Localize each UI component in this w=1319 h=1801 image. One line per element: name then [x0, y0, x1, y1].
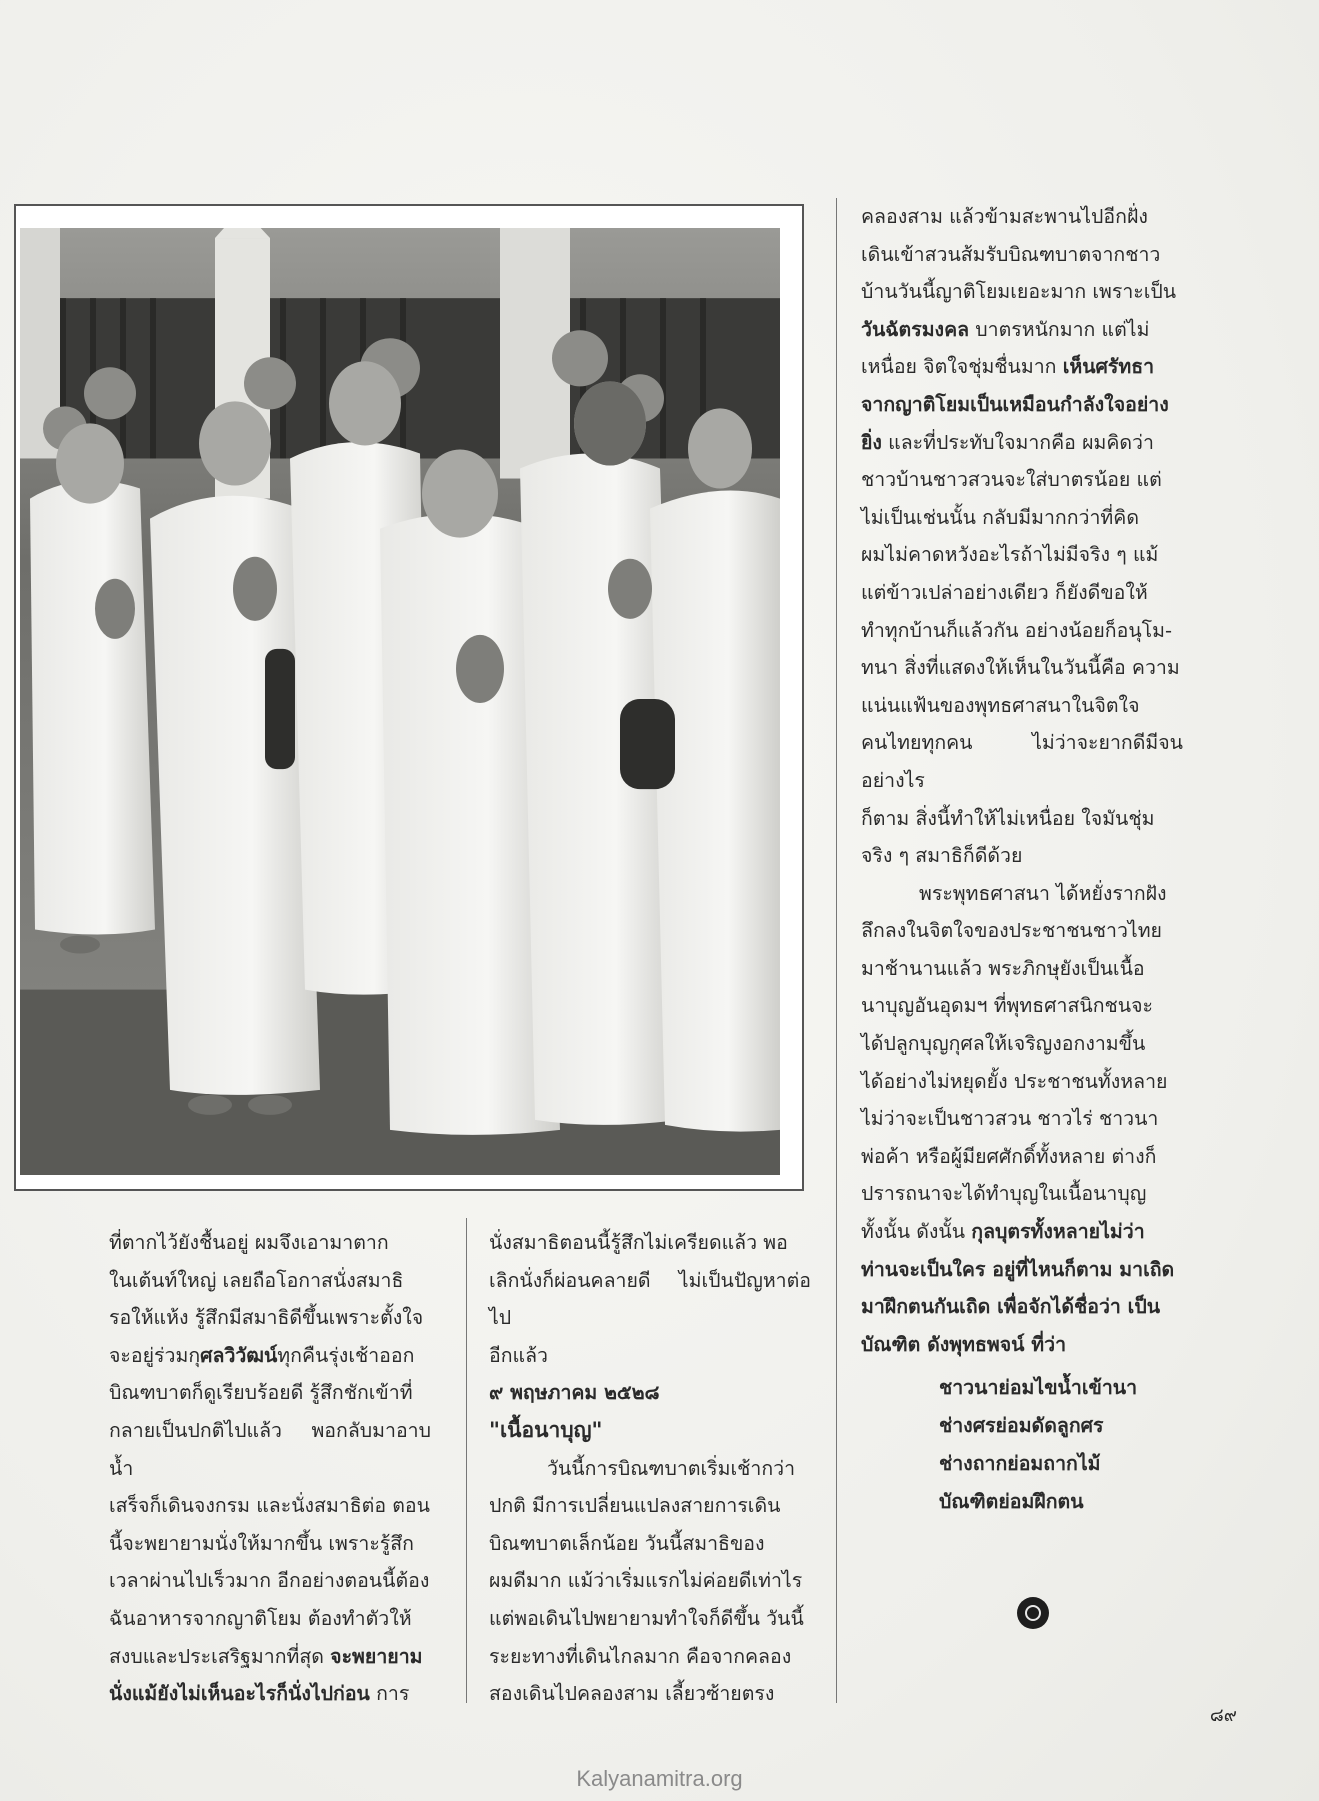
text-line: พระพุทธศาสนา ได้หยั่งรากฝัง — [919, 881, 1167, 905]
text-line — [861, 1288, 1183, 1326]
text-line: ทำทุกบ้านก็แล้วกัน อย่างน้อยก็อนุโม- — [861, 618, 1173, 642]
text-line — [861, 1251, 1183, 1289]
verse-line: ชาวนาย่อมไขน้ำเข้านา — [939, 1376, 1138, 1400]
bold-phrase: จากญาติโยมเป็นเหมือนกำลังใจอย่าง — [861, 392, 1169, 416]
text-line: ได้ปลูกบุญกุศลให้เจริญงอกงามขึ้น — [861, 1032, 1146, 1056]
text-line — [861, 386, 1183, 424]
bold-phrase: กุลบุตรทั้งหลายไม่ว่า — [971, 1220, 1145, 1244]
end-mark-icon — [1017, 1597, 1049, 1629]
text-line: มาช้านานแล้ว พระภิกษุยังเป็นเนื้อ — [861, 956, 1145, 980]
text-line: ระยะทางที่เดินไกลมาก คือจากคลอง — [489, 1644, 792, 1668]
bold-phrase: ท่านจะเป็นใคร อยู่ที่ไหนก็ตาม มาเถิด — [861, 1257, 1175, 1281]
text-line: เดินเข้าสวนส้มรับบิณฑบาตจากชาว — [861, 242, 1161, 266]
text-line: ทนา สิ่งที่แสดงให้เห็นในวันนี้คือ ความ — [861, 656, 1180, 680]
text-line: ผมดีมาก แม้ว่าเริ่มแรกไม่ค่อยดีเท่าไร — [489, 1569, 803, 1593]
text-line: ลึกลงในจิตใจของประชาชนชาวไทย — [861, 919, 1162, 943]
text-line — [861, 1326, 1183, 1364]
text-line: วันฉัตรมงคล บาตรหนักมาก แต่ไม่ — [861, 317, 1150, 341]
text-line: แต่พอเดินไปพยายามทำใจก็ดีขึ้น วันนี้ — [489, 1606, 804, 1630]
text-line: วันนี้การบิณฑบาตเริ่มเช้ากว่า — [547, 1456, 796, 1480]
text-line: ได้อย่างไม่หยุดยั้ง ประชาชนทั้งหลาย — [861, 1069, 1168, 1093]
middle-column — [489, 1224, 811, 1713]
text-line: ก็ตาม สิ่งนี้ทำให้ไม่เหนื่อย ใจมันชุ่ม — [861, 806, 1155, 830]
column-divider-left — [466, 1218, 467, 1703]
text-line: ในเต้นท์ใหญ่ เลยถือโอกาสนั่งสมาธิ — [109, 1268, 404, 1292]
text-line: เลิกนั่งก็ผ่อนคลายดี ไม่เป็นปัญหาต่อไป — [489, 1268, 811, 1330]
text-line: นาบุญอันอุดมฯ ที่พุทธศาสนิกชนจะ — [861, 994, 1153, 1018]
text-line: ผมไม่คาดหวังอะไรถ้าไม่มีจริง ๆ แม้ — [861, 543, 1159, 567]
text-line: จะอยู่ร่วมกุศลวิวัฒน์ทุกคืนรุ่งเช้าออก — [109, 1343, 415, 1367]
text-line: ปกติ มีการเปลี่ยนแปลงสายการเดิน — [489, 1494, 781, 1518]
monks-photo — [20, 228, 780, 1175]
text-line: ฉันอาหารจากญาติโยม ต้องทำตัวให้ — [109, 1606, 412, 1630]
text-line: บิณฑบาตเล็กน้อย วันนี้สมาธิของ — [489, 1531, 765, 1555]
text-line: รอให้แห้ง รู้สึกมีสมาธิดีขึ้นเพราะตั้งใจ — [109, 1306, 424, 1330]
page-number: ๘๙ — [1209, 1705, 1237, 1726]
text-line: เวลาผ่านไปเร็วมาก อีกอย่างตอนนี้ต้อง — [109, 1569, 430, 1593]
text-line: ไม่เป็นเช่นนั้น กลับมีมากกว่าที่คิด — [861, 505, 1139, 529]
column-divider-right — [836, 198, 837, 1703]
text-line: ที่ตากไว้ยังชื้นอยู่ ผมจึงเอามาตาก — [109, 1231, 389, 1254]
verse-line: ช่างถากย่อมถากไม้ — [939, 1452, 1101, 1476]
text-line: ทั้งนั้น ดังนั้น กุลบุตรทั้งหลายไม่ว่า — [861, 1220, 1145, 1244]
text-line: อีกแล้ว — [489, 1343, 548, 1367]
text-line: สองเดินไปคลองสาม เลี้ยวซ้ายตรง — [489, 1682, 775, 1706]
buddha-verse — [861, 1369, 1183, 1521]
footer-url[interactable]: Kalyanamitra.org — [576, 1766, 743, 1791]
bold-phrase: วันฉัตรมงคล — [861, 317, 970, 341]
text-line: นี้จะพยายามนั่งให้มากขึ้น เพราะรู้สึก — [109, 1531, 414, 1555]
bold-phrase: จะพยายาม — [330, 1644, 423, 1668]
text-line: พ่อค้า หรือผู้มียศศักดิ์ทั้งหลาย ต่างก็ — [861, 1144, 1157, 1168]
text-line: เหนื่อย จิตใจชุ่มชื่นมาก เห็นศรัทธา — [861, 355, 1155, 379]
verse-line: บัณฑิตย่อมฝึกตน — [939, 1490, 1084, 1514]
text-line: สงบและประเสริฐมากที่สุด จะพยายาม — [109, 1644, 423, 1668]
text-line: คลองสาม แล้วข้ามสะพานไปอีกฝั่ง — [861, 205, 1148, 228]
section-heading: "เนื้อนาบุญ" — [489, 1417, 603, 1442]
text-line: ชาวบ้านชาวสวนจะใส่บาตรน้อย แต่ — [861, 468, 1162, 492]
monks-photo-illustration — [20, 228, 780, 1175]
text-line: เสร็จก็เดินจงกรม และนั่งสมาธิต่อ ตอน — [109, 1494, 430, 1518]
text-line: คนไทยทุกคน ไม่ว่าจะยากดีมีจนอย่างไร — [861, 731, 1183, 792]
entry-date: ๙ พฤษภาคม ๒๕๒๘ — [489, 1381, 660, 1405]
text-line: ยิ่ง และที่ประทับใจมากคือ ผมคิดว่า — [861, 430, 1154, 454]
bold-phrase: ศลวิวัฒน์ — [200, 1343, 278, 1367]
bold-phrase: เห็นศรัทธา — [1062, 355, 1155, 379]
text-line: แน่นแฟ้นของพุทธศาสนาในจิตใจ — [861, 693, 1140, 717]
bold-phrase: นั่งแม้ยังไม่เห็นอะไรก็นั่งไปก่อน — [109, 1682, 370, 1706]
text-line: ปรารถนาจะได้ทำบุญในเนื้อนาบุญ — [861, 1182, 1147, 1206]
text-line: จริง ๆ สมาธิก็ดีด้วย — [861, 844, 1023, 868]
left-column — [109, 1224, 431, 1713]
photo-frame — [14, 204, 804, 1191]
text-line: ไม่ว่าจะเป็นชาวสวน ชาวไร่ ชาวนา — [861, 1107, 1159, 1131]
text-line: บ้านวันนี้ญาติโยมเยอะมาก เพราะเป็น — [861, 280, 1177, 304]
right-column — [861, 198, 1183, 1521]
text-line: แต่ข้าวเปล่าอย่างเดียว ก็ยังดีขอให้ — [861, 580, 1148, 604]
text-line: นั่งแม้ยังไม่เห็นอะไรก็นั่งไปก่อน การ — [109, 1682, 410, 1706]
verse-line: ช่างศรย่อมดัดลูกศร — [939, 1414, 1104, 1438]
bold-phrase: มาฝึกตนกันเถิด เพื่อจักได้ชื่อว่า เป็น — [861, 1295, 1161, 1319]
text-line: กลายเป็นปกติไปแล้ว พอกลับมาอาบน้ำ — [109, 1418, 431, 1480]
text-line: นั่งสมาธิตอนนี้รู้สึกไม่เครียดแล้ว พอ — [489, 1231, 788, 1254]
bold-phrase: บัณฑิต ดังพุทธพจน์ ที่ว่า — [861, 1332, 1067, 1356]
bold-phrase: ยิ่ง — [861, 430, 882, 454]
text-line: บิณฑบาตก็ดูเรียบร้อยดี รู้สึกชักเข้าที่ — [109, 1381, 413, 1405]
